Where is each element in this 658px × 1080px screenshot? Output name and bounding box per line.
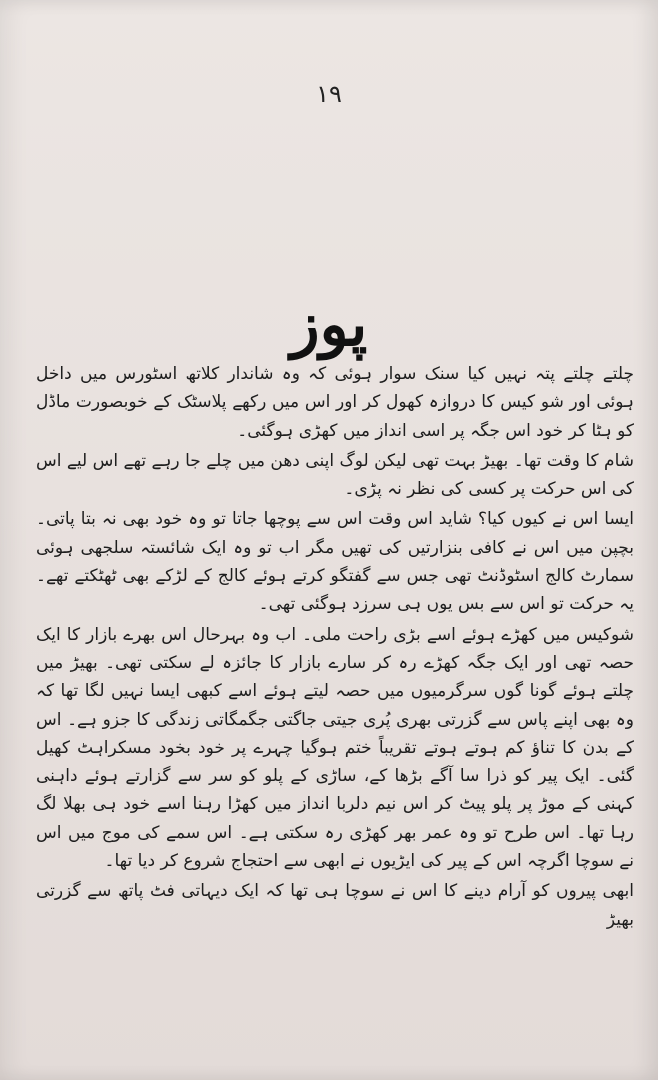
paragraph-3: ایسا اس نے کیوں کیا؟ شاید اس وقت اس سے پوچھا جاتا تو وہ خود بھی نہ بتا پاتی۔ بچپن میں اس نے کافی بنزارتیں کی تھیں مگر اب تو وہ ایک شائستہ سلجھی ہوئی سمارٹ کالج اسٹوڈنٹ تھی جس سے گفتگو کرتے ہوئے کالج کے لڑکے بھی ٹھٹکتے تھے۔ یہ حرکت تو اس سے بس یوں ہی سرزد ہوگئی تھی۔ bbox=[36, 509, 634, 615]
paragraph-1: چلتے چلتے پتہ نہیں کیا سنک سوار ہوئی کہ وہ شاندار کلاتھ اسٹورس میں داخل ہوئی اور شو کیس کا دروازہ کھول کر اور اس میں رکھے پلاسٹک کے خوبصورت ماڈل کو ہٹا کر خود اس جگہ پر اسی انداز میں کھڑی ہوگئی۔ bbox=[36, 364, 634, 441]
body-text bbox=[36, 360, 634, 934]
paragraph-4: شوکیس میں کھڑے ہوئے اسے بڑی راحت ملی۔ اب وہ بہرحال اس بھرے بازار کا ایک حصہ تھی اور ایک جگہ کھڑے رہ کر سارے بازار کا جائزہ لے سکتی تھی۔ بھیڑ میں چلتے ہوئے گونا گوں سرگرمیوں میں حصہ لیتے ہوئے اسے کبھی ایسا نہیں لگا تھا کہ وہ بھی اپنے پاس سے گزرتی بھری پُری جیتی جاگتی جگمگاتی زندگی کا جزو ہے۔ اس کے بدن کا تناؤ کم ہوتے ہوتے تقریباً ختم ہوگیا چہرے پر خود بخود مسکراہٹ کھیل گئی۔ ایک پیر کو ذرا سا آگے بڑھا کے، ساڑی کے پلو کو سر سے گزارتے ہوئے داہنی کہنی کے موڑ پر پلو پیٹ کر اس نیم دلربا انداز میں کھڑا رہنا اسے خود ہی بھلا لگ رہا تھا۔ اس طرح تو وہ عمر بھر کھڑی رہ سکتی ہے۔ اس سمے کی موج میں اس نے سوچا اگرچہ اس کے پیر کی ایڑیوں نے ابھی سے احتجاج شروع کر دیا تھا۔ bbox=[36, 624, 634, 872]
paragraph-5: ابھی پیروں کو آرام دینے کا اس نے سوچا ہی تھا کہ ایک دیہاتی فٹ پاتھ سے گزرتی بھیڑ bbox=[36, 881, 634, 930]
chapter-title: پوز bbox=[290, 290, 368, 360]
page-number: ۱۹ bbox=[316, 80, 342, 108]
paragraph-2: شام کا وقت تھا۔ بھیڑ بہت تھی لیکن لوگ اپنی دھن میں چلے جا رہے تھے اس لیے اس کی اس حرکت پر کسی کی نظر نہ پڑی۔ bbox=[36, 450, 634, 500]
